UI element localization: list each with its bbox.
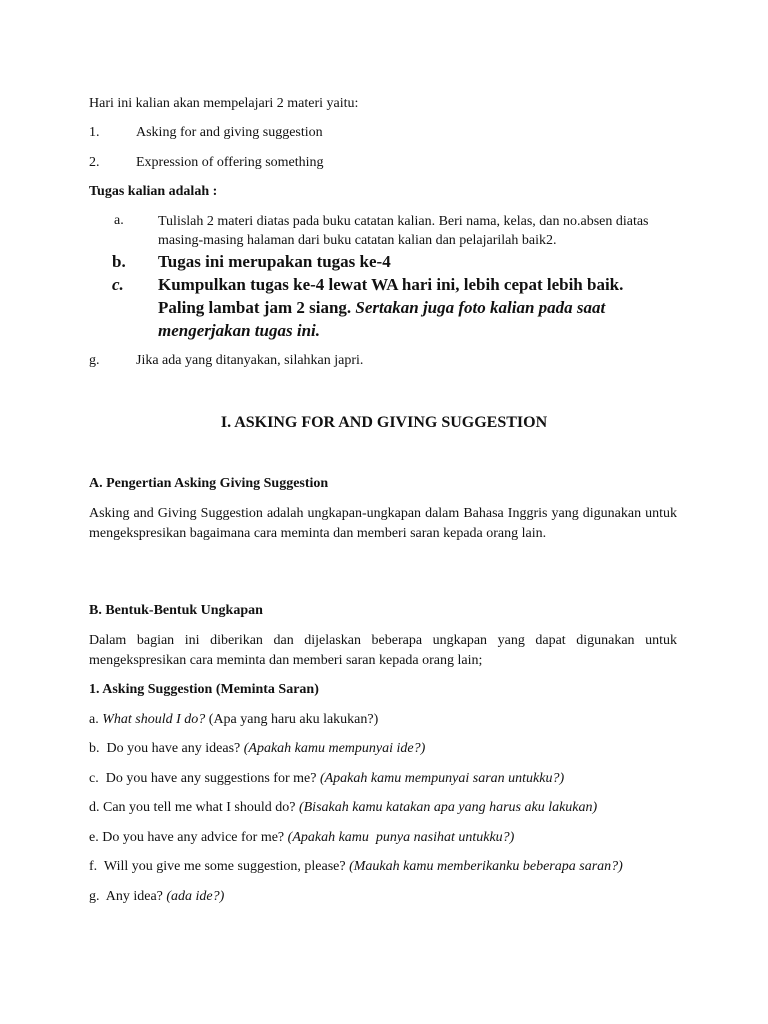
task-a-marker: a. — [114, 213, 124, 228]
intro-item-1-marker: 1. — [89, 125, 100, 140]
section-b-paragraph: Dalam bagian ini diberikan dan dijelaskan beberapa ungkapan yang dapat digunakan untuk mengekspresikan cara meminta dan memberi saran kepada orang lain; — [89, 633, 677, 668]
asking-item-g-english: Any idea? — [99, 889, 163, 904]
asking-item-d — [89, 799, 597, 817]
asking-item-d-translation: (Bisakah kamu katakan apa yang harus aku lakukan) — [295, 800, 598, 815]
asking-item-f-translation: (Maukah kamu memberikanku beberapa saran?) — [345, 859, 623, 874]
asking-item-b — [89, 740, 425, 758]
asking-item-c-marker: c. — [89, 771, 99, 786]
asking-item-a-translation: (Apa yang haru aku lakukan?) — [205, 712, 379, 727]
asking-item-b-marker: b. — [89, 741, 100, 756]
asking-item-g — [89, 888, 224, 906]
asking-item-f — [89, 858, 623, 876]
intro-item-2-text: Expression of offering something — [136, 155, 324, 170]
asking-heading: 1. Asking Suggestion (Meminta Saran) — [89, 682, 319, 697]
task-g-marker: g. — [89, 353, 100, 368]
asking-item-g-marker: g. — [89, 889, 100, 904]
asking-item-e-translation: (Apakah kamu punya nasihat untukku?) — [284, 830, 515, 845]
asking-item-e-english: Do you have any advice for me? — [98, 830, 285, 845]
task-a-text: Tulislah 2 materi diatas pada buku catatan kalian. Beri nama, kelas, dan no.absen diatas masing-masing halaman dari buku catatan kalian dan pelajarilah baik2. — [158, 214, 649, 248]
asking-item-f-english: Will you give me some suggestion, please? — [97, 859, 346, 874]
asking-item-a-english: What should I do? — [102, 712, 206, 727]
asking-item-e-marker: e. — [89, 830, 99, 845]
task-b-text: Tugas ini merupakan tugas ke-4 — [158, 252, 391, 271]
task-c-marker: c. — [112, 275, 124, 294]
tasks-heading: Tugas kalian adalah : — [89, 184, 218, 199]
section-a-heading: A. Pengertian Asking Giving Suggestion — [89, 476, 329, 491]
section-title: I. ASKING FOR AND GIVING SUGGESTION — [220, 414, 548, 431]
intro-text: Hari ini kalian akan mempelajari 2 materi yaitu: — [89, 96, 359, 111]
task-g-text: Jika ada yang ditanyakan, silahkan japri. — [136, 353, 364, 368]
asking-item-d-english: Can you tell me what I should do? — [99, 800, 296, 815]
task-c-line-2-bold: Paling lambat jam 2 siang. — [158, 298, 356, 317]
asking-item-c-english: Do you have any suggestions for me? — [98, 771, 317, 786]
section-a-paragraph: Asking and Giving Suggestion adalah ungkapan-ungkapan dalam Bahasa Inggris yang digunakan untuk mengekspresikan bagaimana cara meminta dan memberi saran kepada orang lain. — [89, 506, 677, 541]
asking-item-f-marker: f. — [89, 859, 98, 874]
asking-item-g-translation: (ada ide?) — [162, 889, 225, 904]
task-b-marker: b. — [112, 252, 126, 271]
task-c-line-1: Kumpulkan tugas ke-4 lewat WA hari ini, lebih cepat lebih baik. — [158, 275, 624, 294]
task-c-line-2-italic: Sertakan juga foto kalian pada saat — [355, 298, 606, 317]
asking-item-a-marker: a. — [89, 712, 99, 727]
asking-item-b-english: Do you have any ideas? — [99, 741, 241, 756]
task-c-line-3: mengerjakan tugas ini. — [158, 321, 321, 340]
intro-item-1-text: Asking for and giving suggestion — [136, 125, 323, 140]
asking-item-c-translation: (Apakah kamu mempunyai saran untukku?) — [316, 771, 565, 786]
asking-item-a — [89, 711, 378, 729]
intro-item-2-marker: 2. — [89, 155, 100, 170]
asking-item-e — [89, 829, 514, 847]
task-c-line-2 — [158, 297, 605, 319]
section-b-heading: B. Bentuk-Bentuk Ungkapan — [89, 603, 263, 618]
asking-item-b-translation: (Apakah kamu mempunyai ide?) — [240, 741, 426, 756]
asking-item-d-marker: d. — [89, 800, 100, 815]
asking-item-c — [89, 770, 564, 788]
